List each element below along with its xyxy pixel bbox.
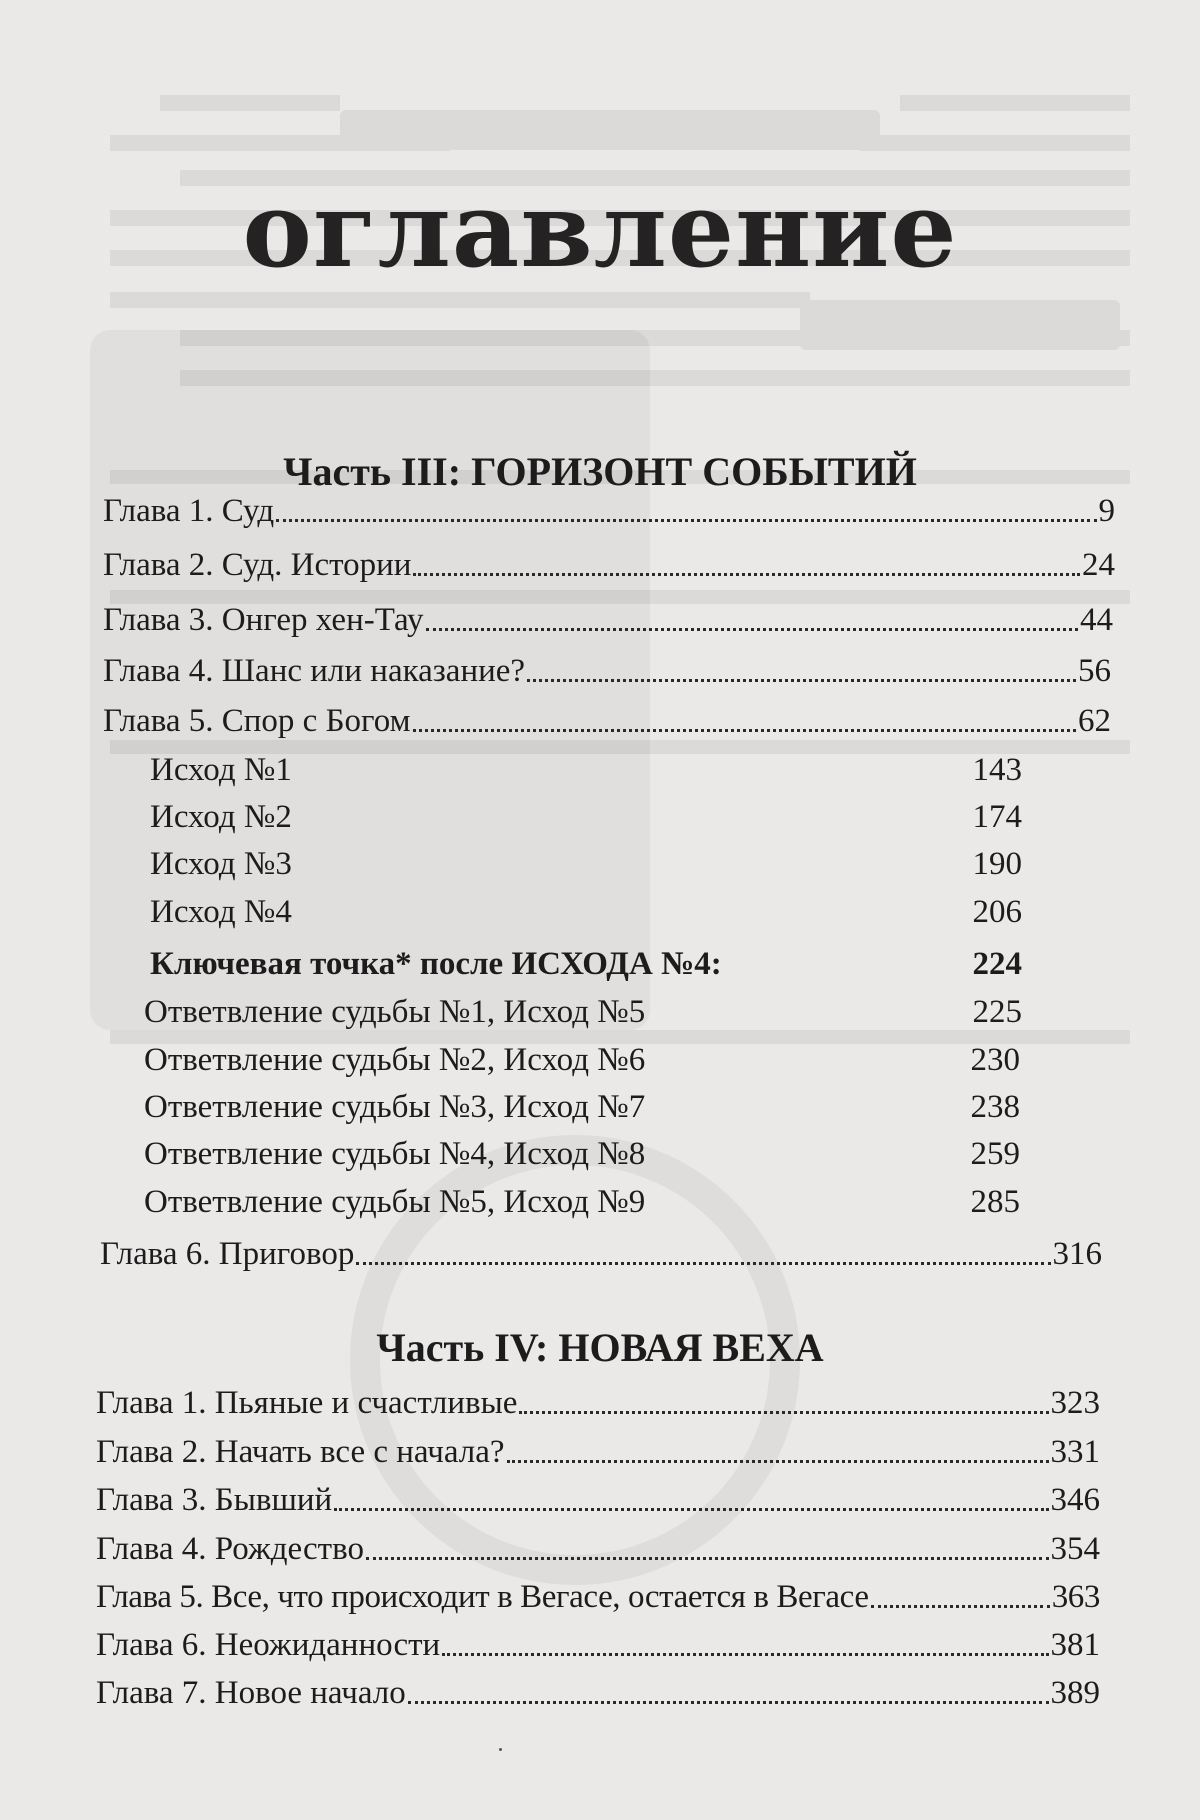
toc-entry-page: 62: [1078, 703, 1111, 739]
toc-entry-label: Глава 3. Бывший: [96, 1482, 333, 1518]
toc-subentry[interactable]: [144, 992, 1022, 1032]
toc-entry-label: Исход №2: [150, 799, 292, 835]
toc-entry-page: 323: [1050, 1385, 1100, 1421]
toc-entry-label: Ответвление судьбы №2, Исход №6: [144, 1042, 646, 1078]
dot-leader: [276, 518, 1096, 522]
toc-entry-page: 316: [1052, 1236, 1102, 1272]
toc-entry[interactable]: [103, 545, 1115, 585]
toc-entry-label: Исход №4: [150, 894, 292, 930]
toc-entry-label: Ключевая точка* после ИСХОДА №4:: [150, 946, 722, 982]
toc-entry-page: 381: [1050, 1627, 1100, 1663]
toc-subentry[interactable]: [150, 892, 1022, 932]
toc-entry-label: Глава 5. Все, что происходит в Вегасе, остается в Вегасе: [96, 1579, 869, 1615]
toc-entry-label: Глава 5. Спор с Богом: [103, 703, 411, 739]
toc-subentry[interactable]: [150, 844, 1022, 884]
page-title: оглавление: [242, 168, 958, 291]
toc-entry[interactable]: [96, 1383, 1100, 1423]
toc-entry[interactable]: [103, 491, 1115, 531]
toc-entry[interactable]: [100, 1234, 1102, 1274]
toc-entry-label: Глава 2. Суд. Истории: [103, 547, 412, 583]
toc-entry-page: 285: [970, 1184, 1020, 1220]
toc-entry-page: 354: [1050, 1531, 1100, 1567]
dot-leader: [507, 1459, 1049, 1463]
toc-entry-label: Исход №3: [150, 846, 292, 882]
toc-entry-label: Глава 7. Новое начало: [96, 1675, 406, 1711]
toc-entry-page: 24: [1082, 547, 1115, 583]
toc-entry-label: Глава 6. Неожиданности: [96, 1627, 441, 1663]
toc-entry-label: Ответвление судьбы №5, Исход №9: [144, 1184, 646, 1220]
toc-entry-label: Ответвление судьбы №3, Исход №7: [144, 1089, 646, 1125]
toc-subentry[interactable]: [144, 1134, 1020, 1174]
toc-entry-page: 9: [1098, 493, 1115, 529]
toc-entry-page: 190: [972, 846, 1022, 882]
toc-entry-label: Глава 4. Рождество: [96, 1531, 364, 1567]
toc-entry-label: Ответвление судьбы №4, Исход №8: [144, 1136, 646, 1172]
toc-entry-page: 56: [1078, 653, 1111, 689]
part-heading-4: Часть IV: НОВАЯ ВЕХА: [376, 1325, 824, 1370]
toc-entry[interactable]: [96, 1625, 1100, 1665]
dot-leader: [527, 678, 1076, 682]
toc-entry-page: 174: [972, 799, 1022, 835]
toc-entry-page: 346: [1050, 1482, 1100, 1518]
dot-leader: [442, 1652, 1048, 1656]
toc-entry-label: Глава 6. Приговор: [100, 1236, 355, 1272]
toc-entry[interactable]: [96, 1480, 1100, 1520]
dot-leader: [871, 1604, 1050, 1608]
toc-entry-label: Глава 4. Шанс или наказание?: [103, 653, 526, 689]
dot-leader: [366, 1556, 1049, 1560]
toc-entry-label: Исход №1: [150, 752, 292, 788]
dot-leader: [519, 1410, 1048, 1414]
toc-entry[interactable]: [103, 600, 1113, 640]
toc-subentry[interactable]: [144, 1182, 1020, 1222]
dot-leader: [413, 728, 1077, 732]
toc-entry-page: 389: [1050, 1675, 1100, 1711]
toc-subentry[interactable]: [150, 797, 1022, 837]
toc-entry-label: Глава 3. Онгер хен-Тау: [103, 602, 424, 638]
toc-entry-page: 224: [972, 946, 1022, 982]
toc-entry-label: Глава 1. Пьяные и счастливые: [96, 1385, 518, 1421]
part-heading-3: Часть III: ГОРИЗОНТ СОБЫТИЙ: [283, 449, 917, 494]
toc-entry-label: Глава 1. Суд: [103, 493, 275, 529]
toc-entry[interactable]: [96, 1529, 1100, 1569]
dot-leader: [408, 1700, 1049, 1704]
print-speck: [499, 1748, 502, 1751]
toc-subentry[interactable]: [150, 750, 1022, 790]
toc-key-point[interactable]: [150, 944, 1022, 984]
toc-entry-page: 225: [972, 994, 1022, 1030]
toc-entry[interactable]: [96, 1432, 1100, 1472]
toc-entry-page: 44: [1080, 602, 1113, 638]
toc-entry-page: 143: [972, 752, 1022, 788]
toc-subentry[interactable]: [144, 1087, 1020, 1127]
toc-entry-page: 230: [970, 1042, 1020, 1078]
toc-entry-label: Ответвление судьбы №1, Исход №5: [144, 994, 646, 1030]
toc-entry-page: 331: [1050, 1434, 1100, 1470]
toc-entry-page: 259: [970, 1136, 1020, 1172]
toc-entry-page: 206: [972, 894, 1022, 930]
dot-leader: [413, 572, 1080, 576]
toc-entry-page: 238: [970, 1089, 1020, 1125]
toc-entry[interactable]: [96, 1673, 1100, 1713]
toc-entry[interactable]: [103, 651, 1111, 691]
toc-entry[interactable]: [96, 1577, 1100, 1617]
toc-entry-label: Глава 2. Начать все с начала?: [96, 1434, 505, 1470]
dot-leader: [426, 627, 1078, 631]
dot-leader: [356, 1261, 1050, 1265]
dot-leader: [334, 1507, 1048, 1511]
toc-entry[interactable]: [103, 701, 1111, 741]
toc-subentry[interactable]: [144, 1040, 1020, 1080]
toc-entry-page: 363: [1051, 1579, 1100, 1615]
